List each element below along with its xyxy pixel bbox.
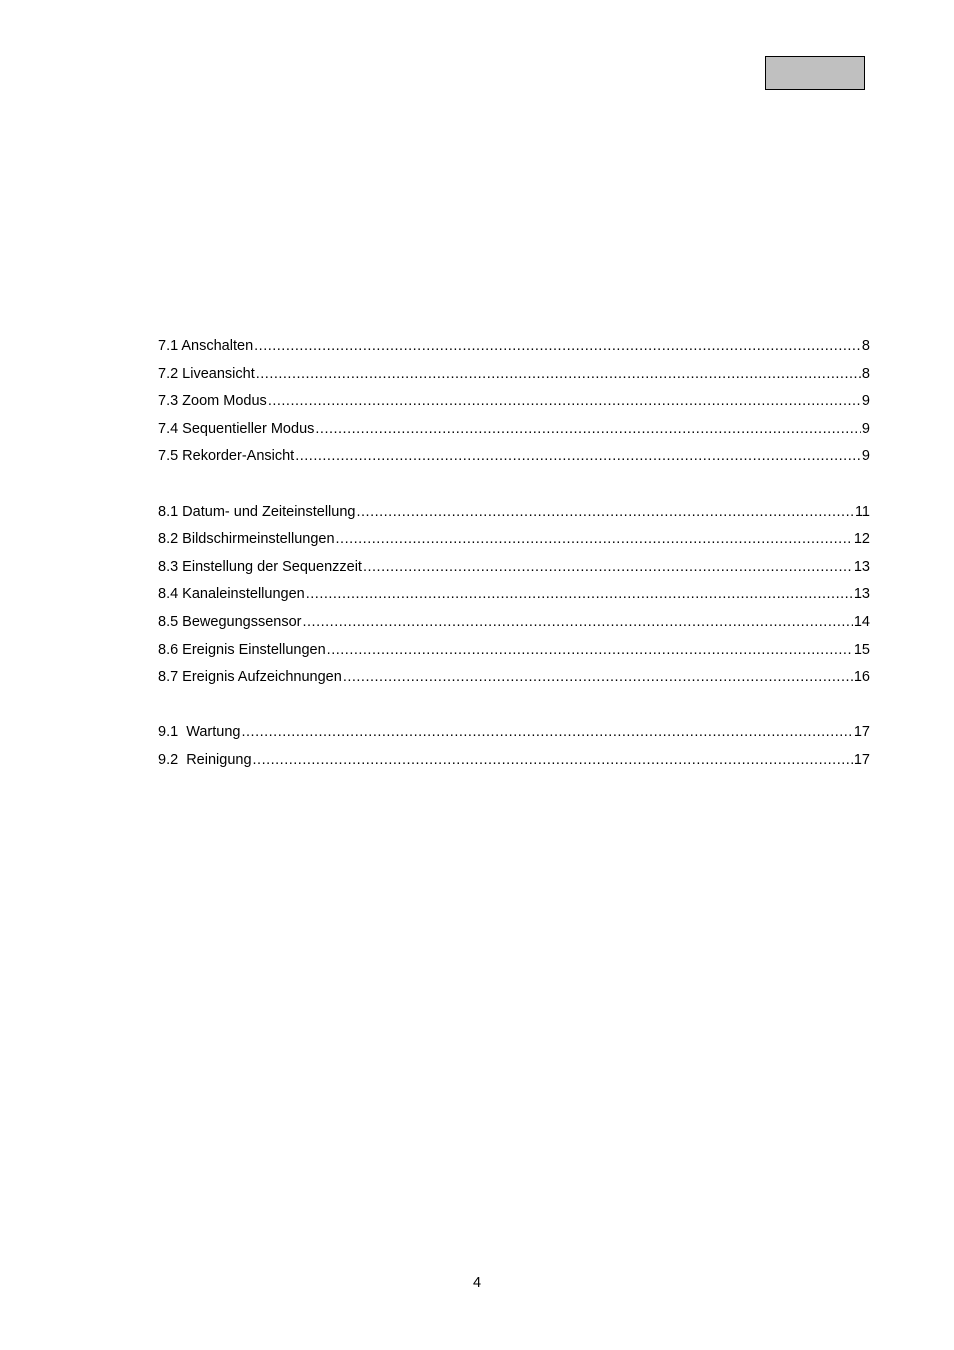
- toc-entry[interactable]: [158, 336, 870, 364]
- toc-entry[interactable]: [158, 750, 870, 778]
- toc-dot-leader: [268, 391, 861, 411]
- toc-entry-page: 9: [861, 420, 870, 437]
- toc-dot-leader: [315, 419, 861, 439]
- toc-entry-page: 16: [853, 669, 870, 686]
- toc-dot-leader: [343, 667, 853, 687]
- toc-entry-title: 7.4 Sequentieller Modus: [158, 420, 315, 437]
- toc-entry-page: 17: [853, 751, 870, 768]
- language-tab-box: [765, 56, 865, 90]
- toc-entry[interactable]: [158, 446, 870, 474]
- toc-entry-page: 17: [853, 724, 870, 741]
- toc-entry-title: 8.4 Kanaleinstellungen: [158, 586, 305, 603]
- toc-group-chapter-9: [158, 722, 870, 777]
- toc-entry[interactable]: [158, 364, 870, 392]
- toc-dot-leader: [327, 640, 853, 660]
- toc-entry-title: 7.1 Anschalten: [158, 338, 254, 354]
- toc-entry-title: 8.2 Bildschirmeinstellungen: [158, 531, 335, 548]
- toc-entry-title: 7.3 Zoom Modus: [158, 393, 267, 410]
- toc-dot-leader: [295, 446, 861, 466]
- toc-entry-page: 11: [854, 503, 870, 520]
- toc-dot-leader: [241, 722, 852, 742]
- toc-group-chapter-8: [158, 502, 870, 695]
- toc-entry-page: 8: [861, 365, 870, 382]
- toc-entry-title: 8.7 Ereignis Aufzeichnungen: [158, 669, 342, 686]
- toc-entry-page: 15: [853, 641, 870, 658]
- toc-entry[interactable]: [158, 722, 870, 750]
- table-of-contents: [158, 336, 870, 778]
- toc-entry-page: 12: [853, 531, 870, 548]
- toc-entry[interactable]: [158, 391, 870, 419]
- toc-entry-title: 9.2 Reinigung: [158, 751, 252, 768]
- toc-entry-title: 8.5 Bewegungssensor: [158, 613, 302, 630]
- toc-entry-title: 7.5 Rekorder-Ansicht: [158, 448, 295, 465]
- toc-group-chapter-7: [158, 336, 870, 474]
- toc-entry[interactable]: [158, 419, 870, 447]
- toc-dot-leader: [256, 364, 861, 384]
- toc-entry-page: 13: [853, 558, 870, 575]
- toc-entry[interactable]: [158, 640, 870, 668]
- toc-dot-leader: [363, 557, 853, 577]
- toc-entry[interactable]: [158, 667, 870, 695]
- toc-entry-page: 14: [853, 613, 870, 630]
- toc-entry-page: 8: [861, 338, 870, 354]
- toc-entry-title: 8.1 Datum- und Zeiteinstellung: [158, 503, 356, 520]
- toc-entry-title: 8.3 Einstellung der Sequenzzeit: [158, 558, 362, 575]
- toc-entry-page: 9: [861, 448, 870, 465]
- toc-dot-leader: [306, 584, 853, 604]
- toc-dot-leader: [303, 612, 853, 632]
- toc-dot-leader: [336, 529, 853, 549]
- toc-entry-title: 8.6 Ereignis Einstellungen: [158, 641, 326, 658]
- toc-entry[interactable]: [158, 584, 870, 612]
- toc-entry-title: 9.1 Wartung: [158, 724, 241, 741]
- toc-dot-leader: [254, 336, 861, 356]
- toc-entry-title: 7.2 Liveansicht: [158, 365, 255, 382]
- toc-entry[interactable]: [158, 529, 870, 557]
- toc-dot-leader: [253, 750, 853, 770]
- toc-entry[interactable]: [158, 502, 870, 530]
- toc-entry-page: 13: [853, 586, 870, 603]
- toc-dot-leader: [356, 502, 853, 522]
- toc-entry[interactable]: [158, 557, 870, 585]
- page-number: 4: [472, 1275, 482, 1291]
- toc-entry-page: 9: [861, 393, 870, 410]
- toc-entry[interactable]: [158, 612, 870, 640]
